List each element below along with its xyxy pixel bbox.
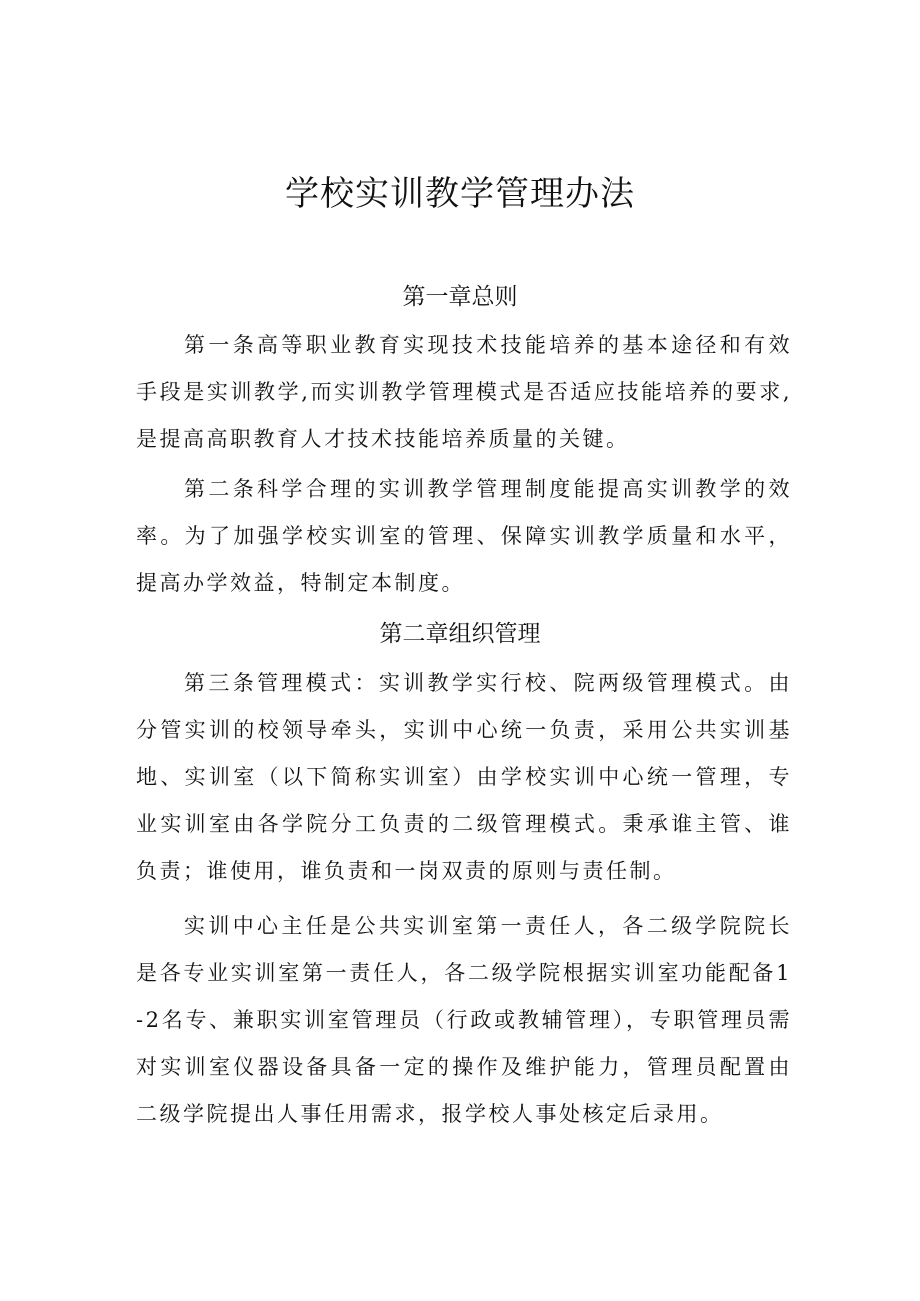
document-title: 学校实训教学管理办法 (285, 174, 635, 214)
article-2-paragraph: 第二条科学合理的实训教学管理制度能提高实训教学的效率。为了加强学校实训室的管理、保障实训教学质量和水平，提高办学效益，特制定本制度。 (136, 477, 792, 595)
training-center-paragraph: 实训中心主任是公共实训室第一责任人，各二级学院院长是各专业实训室第一责任人，各二级学院根据实训室功能配备1-2名专、兼职实训室管理员（行政或教辅管理），专职管理员需对实训室仪器设备具备一定的操作及维护能力，管理员配置由二级学院提出人事任用需求，报学校人事处核定后录用。 (136, 914, 792, 1126)
chapter-heading-organization: 第二章组织管理 (379, 621, 541, 647)
chapter-heading-general: 第一章总则 (402, 284, 518, 310)
article-1-paragraph: 第一条高等职业教育实现技术技能培养的基本途径和有效手段是实训教学,而实训教学管理模式是否适应技能培养的要求,是提高高职教育人才技术技能培养质量的关键。 (136, 333, 792, 451)
article-3-paragraph: 第三条管理模式：实训教学实行校、院两级管理模式。由分管实训的校领导牵头，实训中心统一负责，采用公共实训基地、实训室（以下简称实训室）由学校实训中心统一管理，专业实训室由各学院分工负责的二级管理模式。秉承谁主管、谁负责；谁使用，谁负责和一岗双责的原则与责任制。 (136, 671, 792, 883)
